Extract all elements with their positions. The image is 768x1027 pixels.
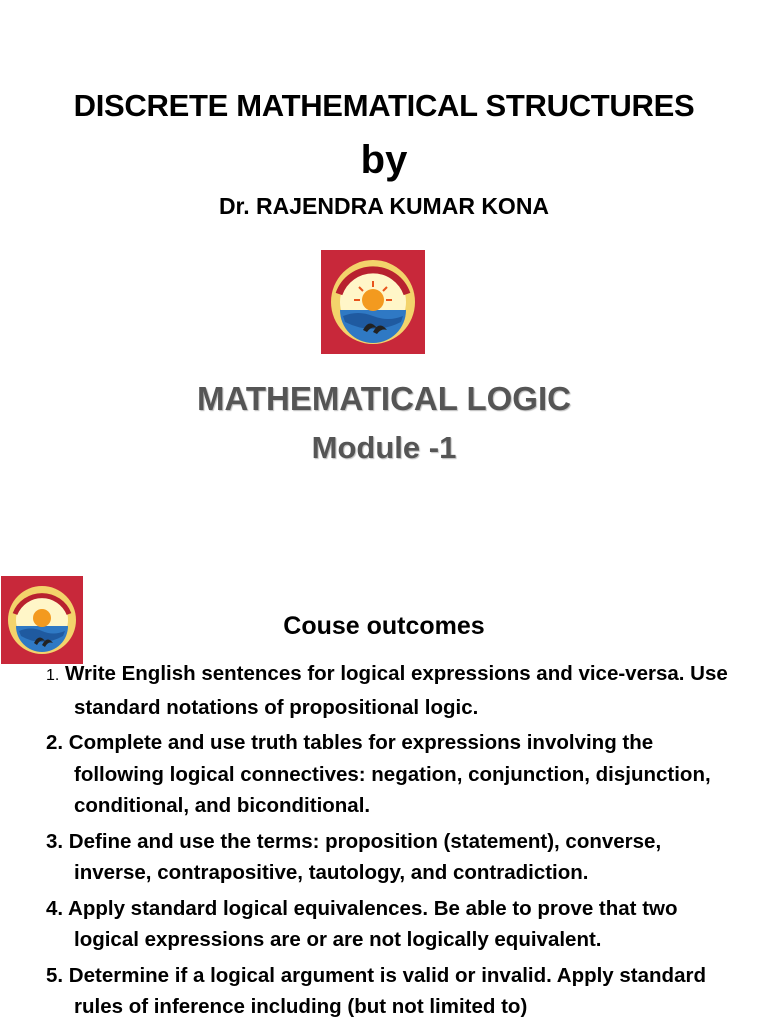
list-item <box>46 826 736 889</box>
item-text: Write English sentences for logical expressions and vice-versa. Use standard notations of propositional logic. <box>59 662 728 719</box>
item-number: 1. <box>46 667 60 684</box>
item-number: 2. <box>46 731 64 754</box>
module-topic-heading: MATHEMATICAL LOGIC <box>197 380 571 417</box>
list-item <box>46 727 736 822</box>
item-number: 3. <box>46 829 64 853</box>
author-name: Dr. RAJENDRA KUMAR KONA <box>218 193 550 219</box>
item-text: Determine if a logical argument is valid or invalid. Apply standard rules of inference including (but not limited to) <box>63 963 706 1018</box>
outcomes-heading: Couse outcomes <box>283 612 485 640</box>
item-text: Complete and use truth tables for expressions involving the following logical connectives: negation, conjunction, disjunction, conditional, and biconditional. <box>63 731 711 817</box>
module-number: Module -1 <box>311 430 457 465</box>
item-text: Define and use the terms: proposition (statement), converse, inverse, contrapositive, tautology, and contradiction. <box>63 829 662 884</box>
item-number: 4. <box>46 896 64 920</box>
list-item <box>46 960 736 1023</box>
item-text: Apply standard logical equivalences. Be able to prove that two logical expressions are or are not logically equivalent. <box>63 896 678 951</box>
list-item <box>46 658 736 723</box>
university-seal-icon <box>321 250 425 354</box>
list-item <box>46 893 736 956</box>
item-number: 5. <box>46 963 64 987</box>
by-label: by <box>360 138 408 182</box>
course-title: DISCRETE MATHEMATICAL STRUCTURES <box>73 88 695 123</box>
outcomes-list <box>46 658 736 1027</box>
